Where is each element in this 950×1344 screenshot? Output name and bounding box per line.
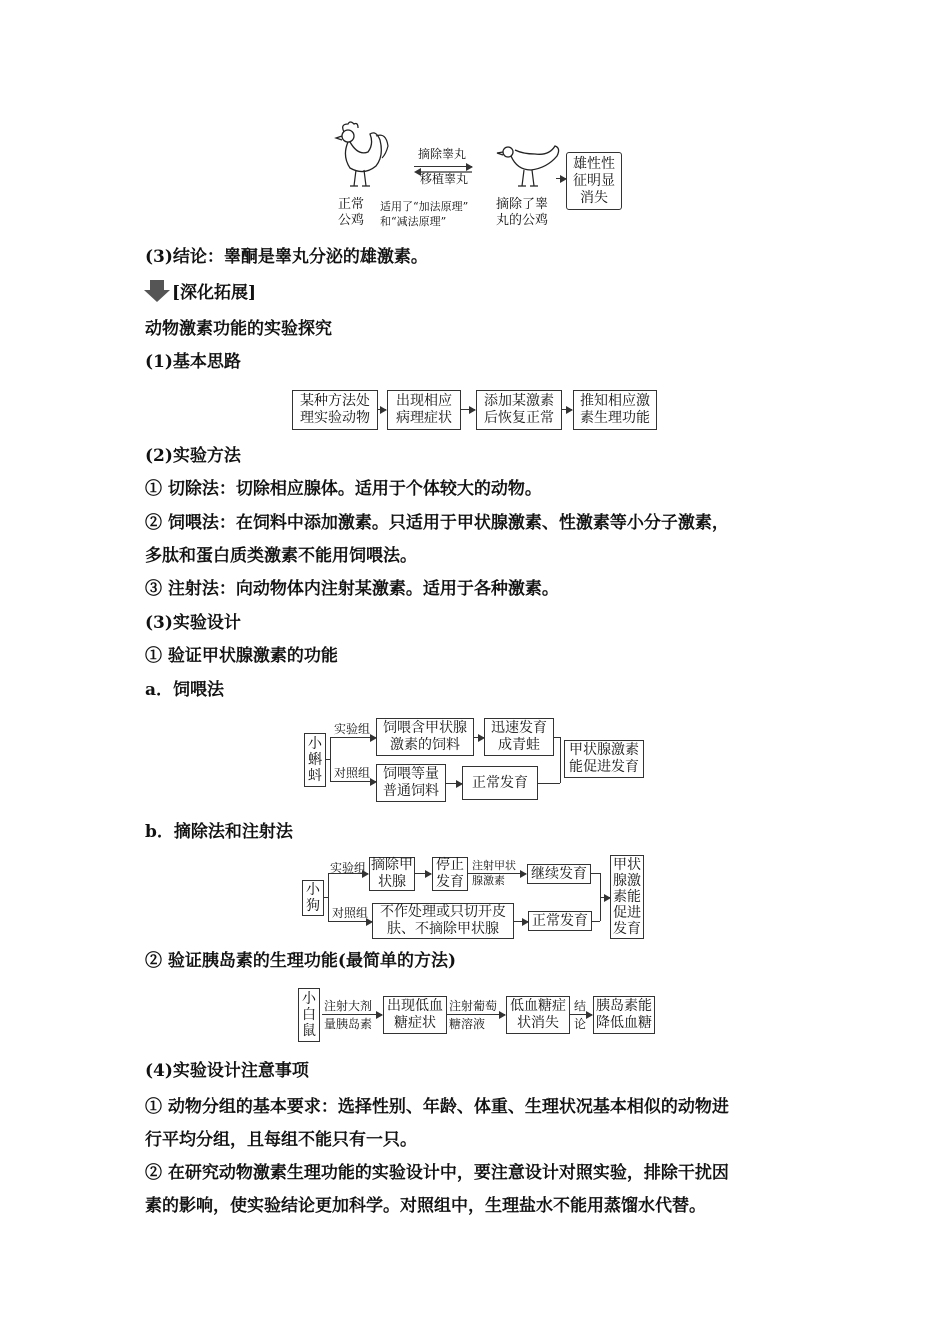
flow1-step-2: 出现相应 病理症状 [387, 390, 461, 430]
insulin-box-2: 低血糖症 状消失 [506, 996, 570, 1034]
method-2-line-2: 多肽和蛋白质类激素不能用饲喂法。 [145, 546, 417, 566]
exp-group-label: 实验组 [330, 861, 367, 875]
note-1-line-1: ① 动物分组的基本要求：选择性别、年龄、体重、生理状况基本相似的动物进 [145, 1097, 729, 1117]
heading-notes: (4)实验设计注意事项 [145, 1061, 309, 1081]
section-heading: [深化拓展] [172, 283, 257, 303]
ctrl-step-1: 不作处理或只切开皮 肤、不摘除甲状腺 [372, 903, 514, 939]
heading-design: (3)实验设计 [145, 613, 241, 633]
exp-arrow-2 [474, 737, 484, 738]
ctrl-arrow-2 [514, 921, 528, 922]
conclusion-text: (3)结论：睾酮是睾丸分泌的雄激素。 [145, 247, 428, 267]
capon-icon [496, 142, 564, 192]
principle-note: 适用了“加法原理” 和“减法原理” [380, 200, 469, 228]
exp-arrow [330, 737, 376, 738]
down-arrow-icon [144, 280, 170, 302]
note-2-line-1: ② 在研究动物激素生理功能的实验设计中，要注意设计对照实验，排除干扰因 [145, 1163, 729, 1183]
ctrl-step-1: 饲喂等量 普通饲料 [376, 764, 446, 802]
flow1-arrow [562, 409, 572, 410]
ctrl-group-label: 对照组 [332, 906, 369, 920]
arrow-top-label: 摘除睾丸 [418, 147, 467, 161]
method-3: ③ 注射法：向动物体内注射某激素。适用于各种激素。 [145, 579, 559, 599]
merge-line [591, 873, 600, 874]
exp-step-1: 摘除甲 状腺 [371, 857, 413, 890]
step-2-label: 注射葡萄 糖溶液 [449, 999, 498, 1031]
exp-step-2: 迅速发育 成青蛙 [484, 718, 554, 756]
result-box: 雄性性 征明显 消失 [566, 152, 622, 210]
step-3-label: 结 论 [574, 999, 587, 1031]
flow1-step-4: 推知相应激 素生理功能 [573, 390, 657, 430]
ctrl-arrow [328, 921, 372, 922]
flow1-step-3: 添加某激素 后恢复正常 [476, 390, 562, 430]
exp-step-1: 饲喂含甲状腺 激素的饲料 [376, 718, 474, 756]
step-2-arrow [447, 1014, 505, 1015]
insulin-box-1: 出现低血 糖症状 [383, 996, 447, 1034]
ctrl-step-2: 正常发育 [462, 766, 538, 800]
note-1-line-2: 行平均分组，且每组不能只有一只。 [145, 1130, 417, 1150]
exp-step-2: 停止 发育 [432, 857, 468, 891]
inject-label: 注射甲状 腺激素 [472, 859, 516, 887]
heading-methods: (2)实验方法 [145, 446, 241, 466]
step-3-arrow [570, 1014, 592, 1015]
exp-arrow [328, 873, 368, 874]
merge-line [538, 783, 560, 784]
mouse-subject: 小 白 鼠 [298, 988, 320, 1042]
rooster-label: 正常 公鸡 [338, 197, 365, 228]
exp-group-label: 实验组 [334, 722, 371, 736]
step-1-arrow [322, 1014, 382, 1015]
tadpole-result: 甲状腺激素 能促进发育 [564, 740, 644, 778]
method-2-line-1: ② 饲喂法：在饲料中添加激素。只适用于甲状腺激素、性激素等小分子激素， [145, 513, 729, 533]
ctrl-arrow-2 [446, 783, 462, 784]
design-2: ② 验证胰岛素的生理功能(最简单的方法) [145, 951, 457, 971]
merge-line [592, 921, 600, 922]
exp-step-3: 继续发育 [527, 864, 591, 884]
puppy-result: 甲状 腺激 素能 促进 发育 [610, 855, 644, 939]
heading-basic: (1)基本思路 [145, 352, 241, 372]
ctrl-arrow [330, 781, 376, 782]
method-1: ① 切除法：切除相应腺体。适用于个体较大的动物。 [145, 479, 542, 499]
branch-line [328, 873, 329, 921]
exp-arrow-2 [415, 873, 431, 874]
note-2-line-2: 素的影响，使实验结论更加科学。对照组中，生理盐水不能用蒸馏水代替。 [145, 1196, 706, 1216]
merge-line [560, 737, 561, 783]
design-1a: a．饲喂法 [145, 680, 225, 700]
design-1: ① 验证甲状腺激素的功能 [145, 646, 338, 666]
flow1-step-1: 某种方法处 理实验动物 [292, 390, 378, 430]
branch-line [324, 897, 328, 898]
tadpole-subject: 小 蝌 蚪 [304, 733, 326, 787]
right-arrow [414, 166, 472, 167]
rooster-icon [330, 122, 390, 192]
result-arrow [556, 178, 566, 179]
ctrl-group-label: 对照组 [334, 766, 371, 780]
flow1-arrow [378, 409, 386, 410]
insulin-box-3: 胰岛素能 降低血糖 [593, 996, 655, 1034]
ctrl-step-2: 正常发育 [528, 911, 592, 931]
design-1b: b．摘除法和注射法 [145, 822, 293, 842]
result-arrow [600, 897, 610, 898]
exp-arrow-3 [468, 873, 526, 874]
topic-title: 动物激素功能的实验探究 [145, 319, 332, 339]
flow1-arrow [461, 409, 475, 410]
puppy-subject: 小 狗 [302, 880, 324, 916]
branch-line [326, 759, 330, 760]
capon-label: 摘除了睾 丸的公鸡 [496, 197, 549, 228]
arrow-bottom-label: 移植睾丸 [420, 172, 469, 186]
step-1-label: 注射大剂 量胰岛素 [324, 999, 373, 1031]
branch-line [330, 737, 331, 781]
